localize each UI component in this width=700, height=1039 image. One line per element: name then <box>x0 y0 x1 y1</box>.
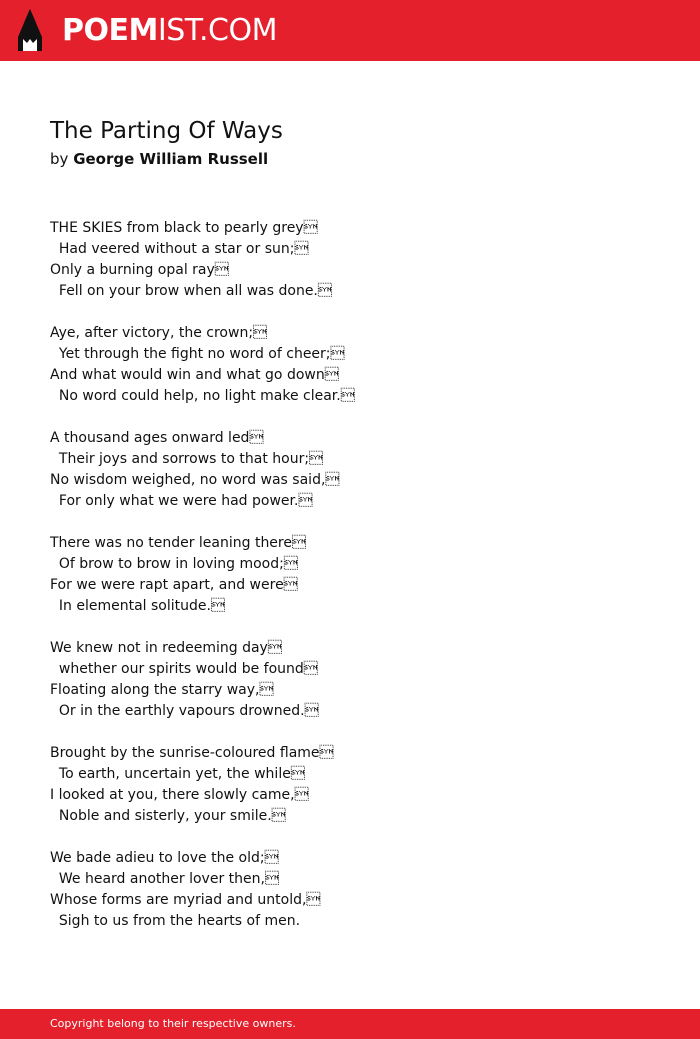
site-header <box>0 0 700 61</box>
poem-line: Sigh to us from the hearts of men. <box>50 913 301 929</box>
poem-line: Fell on your brow when all was done. <box>50 283 332 299</box>
poem-line: We bade adieu to love the old; <box>50 850 279 866</box>
poem-line: No word could help, no light make clear. <box>50 388 355 404</box>
poem-line: Their joys and sorrows to that hour; <box>50 451 324 467</box>
poem-line: whether our spirits would be found <box>50 661 318 677</box>
logo-bold-text: POEM <box>62 13 158 48</box>
poem-line: In elemental solitude. <box>50 598 225 614</box>
poem-line: I looked at you, there slowly came, <box>50 787 309 803</box>
poem-line: We knew not in redeeming day <box>50 640 282 656</box>
poem-line: For only what we were had power. <box>50 493 313 509</box>
poem-line: Floating along the starry way, <box>50 682 274 698</box>
poem-line: Only a burning opal ray <box>50 262 229 278</box>
stanza-gap <box>50 617 650 638</box>
logo-light-text: IST.COM <box>157 13 277 48</box>
stanza-gap <box>50 722 650 743</box>
by-label: by <box>50 150 69 168</box>
poem-line: We heard another lover then, <box>50 871 279 887</box>
poem-line: A thousand ages onward led <box>50 430 264 446</box>
poem-line: Noble and sisterly, your smile. <box>50 808 286 824</box>
poem-body <box>50 218 650 932</box>
poem-line: Or in the earthly vapours drowned. <box>50 703 319 719</box>
stanza-gap <box>50 407 650 428</box>
poem-line: Had veered without a star or sun; <box>50 241 309 257</box>
poem-author: George William Russell <box>73 150 269 168</box>
poem-line: Whose forms are myriad and untold, <box>50 892 321 908</box>
pencil-icon[interactable] <box>18 9 42 51</box>
site-footer <box>0 1009 700 1039</box>
poem-line: For we were rapt apart, and were <box>50 577 298 593</box>
poem-line: No wisdom weighed, no word was said, <box>50 472 340 488</box>
stanza-gap <box>50 827 650 848</box>
poem-line: There was no tender leaning there <box>50 535 306 551</box>
poem-line: And what would win and what go down <box>50 367 339 383</box>
stanza-gap <box>50 512 650 533</box>
poem-line: Brought by the sunrise-coloured flame <box>50 745 334 761</box>
poem-byline <box>50 148 268 170</box>
poem-line: Of brow to brow in loving mood; <box>50 556 298 572</box>
stanza-gap <box>50 302 650 323</box>
poem-line: Yet through the fight no word of cheer; <box>50 346 345 362</box>
poem-title: The Parting Of Ways <box>50 118 283 144</box>
copyright-text: Copyright belong to their respective owners. <box>50 1017 296 1030</box>
poem-line: To earth, uncertain yet, the while <box>50 766 305 782</box>
poem-line: Aye, after victory, the crown; <box>50 325 268 341</box>
poem-line: THE SKIES from black to pearly grey <box>50 220 318 236</box>
site-logo[interactable] <box>62 11 277 51</box>
